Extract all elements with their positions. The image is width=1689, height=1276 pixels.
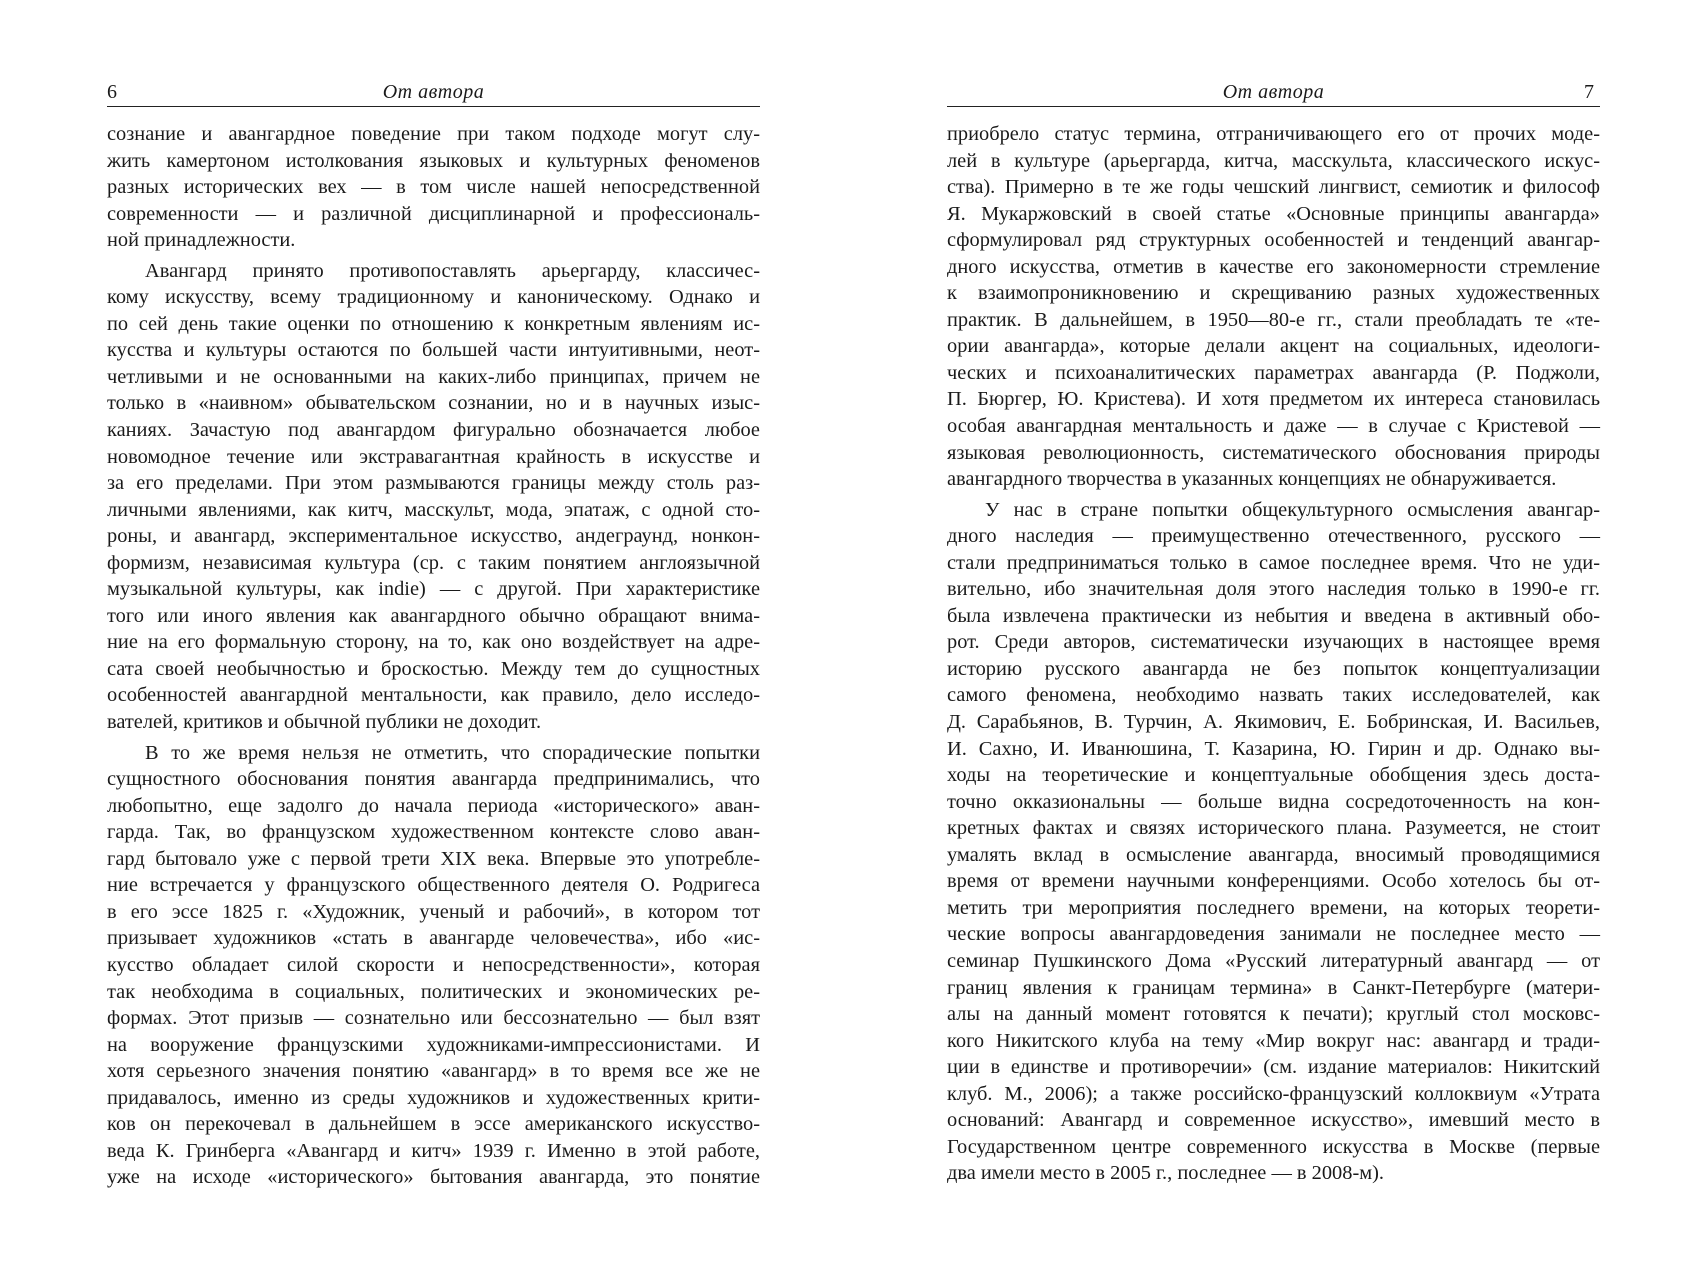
- text-line: ние встречается у французского общественного деятеля О. Родригеса: [107, 874, 760, 897]
- text-line: формизм, независимая культура (ср. с таким понятием англоязычной: [107, 551, 760, 574]
- text-line: метить три мероприятия последнего времени, на которых теорети-: [947, 896, 1600, 919]
- text-line: ства). Примерно в те же годы чешский лингвист, семиотик и философ: [947, 176, 1600, 199]
- text-line: особенностей авангардной ментальности, как правило, дело исследо-: [107, 684, 760, 707]
- text-line: была извлечена практически из небытия и введена в активный обо-: [947, 604, 1600, 627]
- text-line: современности — и различной дисциплинарной и профессиональ-: [107, 202, 760, 225]
- text-line: У нас в стране попытки общекультурного осмысления авангар-: [985, 498, 1600, 521]
- text-line: к взаимопроникновению и скрещиванию разных художественных: [947, 282, 1600, 305]
- text-line: разных исторических вех — в том числе нашей непосредственной: [107, 176, 760, 199]
- text-line: алы на данный момент готовятся к печати); круглый стол московс-: [947, 1003, 1600, 1026]
- text-line: ческих и психоаналитических параметрах авангарда (Р. Поджоли,: [947, 361, 1600, 384]
- text-line: вателей, критиков и обычной публики не доходит.: [107, 711, 542, 734]
- text-line: того или иного явления как авангардного обычно обращают внима-: [107, 604, 760, 627]
- text-line: ной принадлежности.: [107, 229, 296, 252]
- text-line: сформулировал ряд структурных особенностей и тенденций авангар-: [947, 229, 1600, 252]
- paragraph: [107, 258, 760, 736]
- text-line: ческие вопросы авангардоведения занимали не последнее место —: [947, 923, 1600, 946]
- text-line: Государственном центре современного искусства в Москве (первые: [947, 1135, 1600, 1158]
- page-number: 7: [1584, 81, 1594, 103]
- text-line: призывает художников «стать в авангарде человечества», ибо «ис-: [107, 927, 760, 950]
- text-line: кретных фактах и связях исторического плана. Разумеется, не стоит: [947, 817, 1600, 840]
- paragraph: [947, 121, 1600, 493]
- text-line: четливыми и не основанными на каких-либо принципах, причем не: [107, 365, 760, 388]
- text-line: хотя серьезного значения понятию «авангард» в то время все же не: [107, 1060, 760, 1083]
- text-line: И. Сахно, И. Иванюшина, Т. Казарина, Ю. Гирин и др. Однако вы-: [947, 737, 1600, 760]
- text-line: историю русского авангарда не без попыток концептуализации: [947, 657, 1600, 680]
- text-line: жить камертоном истолкования языковых и культурных феноменов: [107, 149, 760, 172]
- text-line: Я. Мукаржовский в своей статье «Основные принципы авангарда»: [947, 202, 1600, 225]
- text-line: кого Никитского клуба на тему «Мир вокруг нас: авангард и тради-: [947, 1029, 1600, 1052]
- text-line: сущностного обоснования понятия авангарда предпринимались, что: [107, 768, 760, 791]
- text-line: ции в единстве и противоречии» (см. издание материалов: Никитский: [947, 1056, 1600, 1079]
- running-head: [947, 78, 1600, 107]
- text-line: ходы на теоретические и концептуальные обобщения здесь доста-: [947, 764, 1600, 787]
- text-line: кусства и культуры остаются по большей части интуитивными, неот-: [107, 339, 760, 362]
- text-line: стали предприниматься только в самое последнее время. Что не уди-: [947, 551, 1600, 574]
- text-line: приобрело статус термина, отграничивающего его от прочих моде-: [947, 123, 1600, 145]
- text-line: авангардного творчества в указанных концепциях не обнаруживается.: [947, 468, 1557, 491]
- text-line: за его пределами. При этом размываются границы между столь раз-: [107, 472, 760, 495]
- text-line: роны, и авангард, экспериментальное искусство, андеграунд, нонкон-: [107, 525, 760, 548]
- paragraph: [107, 740, 760, 1191]
- text-line: языковая революционность, систематического обоснования природы: [947, 441, 1600, 464]
- text-line: кому искусству, всему традиционному и каноническому. Однако и: [107, 286, 760, 309]
- text-line: умалять вклад в осмысление авангарда, вносимый проводящимися: [947, 843, 1600, 866]
- text-line: уже на исходе «исторического» бытования авангарда, это понятие: [107, 1166, 760, 1189]
- left-page: [107, 78, 760, 1191]
- text-line: сознание и авангардное поведение при таком подходе могут слу-: [107, 123, 760, 145]
- text-line: Авангард принято противопоставлять арьергарду, классичес-: [145, 259, 760, 282]
- text-line: оснований: Авангард и современное искусство», имевший место в: [947, 1109, 1600, 1132]
- text-line: особая авангардная ментальность и даже — в случае с Кристевой —: [947, 415, 1600, 438]
- text-line: личными явлениями, как китч, масскульт, мода, эпатаж, с одной сто-: [107, 498, 760, 521]
- text-line: вительно, ибо значительная доля этого наследия только в 1990-е гг.: [947, 578, 1600, 601]
- text-line: ков он перекочевал в дальнейшем в эссе американского искусство-: [107, 1113, 760, 1136]
- text-line: границ явления к границам термина» в Санкт-Петербурге (матери-: [947, 976, 1600, 999]
- text-line: придавалось, именно из среды художников и художественных крити-: [107, 1086, 760, 1109]
- text-line: рот. Среди авторов, систематически изучающих в настоящее время: [947, 631, 1600, 654]
- text-line: точно окказиональны — больше видна сосредоточенность на кон-: [947, 790, 1600, 813]
- paragraph: [107, 121, 760, 254]
- paragraph: [947, 497, 1600, 1187]
- text-line: веда К. Гринберга «Авангард и китч» 1939 г. Именно в этой работе,: [107, 1139, 760, 1162]
- text-line: самого феномена, необходимо назвать таких исследователей, как: [947, 684, 1600, 707]
- text-line: ории авангарда», которые делали акцент на социальных, идеологи-: [947, 335, 1600, 358]
- text-line: только в «наивном» обывательском сознании, но и в научных изыс-: [107, 392, 760, 415]
- text-line: клуб. М., 2006); а также российско-французский коллоквиум «Утрата: [947, 1082, 1600, 1105]
- text-line: музыкальной культуры, как indie) — с другой. При характеристике: [107, 578, 760, 601]
- text-line: семинар Пушкинского Дома «Русский литературный авангард — от: [947, 949, 1600, 972]
- text-line: каниях. Зачастую под авангардом фигурально обозначается любое: [107, 419, 760, 442]
- text-line: по сей день такие оценки по отношению к конкретным явлениям ис-: [107, 312, 760, 335]
- right-page: [947, 78, 1600, 1187]
- page-number: 6: [107, 81, 117, 103]
- text-line: любопытно, еще задолго до начала периода «исторического» аван-: [107, 794, 760, 817]
- page-body: [107, 121, 760, 1191]
- text-line: дного искусства, отметив в качестве его закономерности стремление: [947, 255, 1600, 278]
- text-line: В то же время нельзя не отметить, что спорадические попытки: [145, 741, 760, 764]
- text-line: П. Бюргер, Ю. Кристева). И хотя предметом их интереса становилась: [947, 388, 1600, 411]
- text-line: в его эссе 1825 г. «Художник, ученый и рабочий», в котором тот: [107, 900, 760, 923]
- text-line: гарда. Так, во французском художественном контексте слово аван-: [107, 821, 760, 844]
- text-line: так необходима в социальных, политических и экономических ре-: [107, 980, 760, 1003]
- text-line: лей в культуре (арьергарда, китча, масскульта, классического искус-: [947, 149, 1600, 172]
- running-title: От автора: [382, 81, 485, 103]
- text-line: два имели место в 2005 г., последнее — в 2008-м).: [947, 1162, 1385, 1185]
- text-line: гард бытовало уже с первой трети XIX века. Впервые это употребле-: [107, 847, 760, 870]
- text-line: время от времени научными конференциями. Особо хотелось бы от-: [947, 870, 1600, 893]
- text-line: сата своей необычностью и броскостью. Между тем до сущностных: [107, 657, 760, 680]
- text-line: кусство обладает силой скорости и непосредственности», которая: [107, 953, 760, 976]
- text-line: Д. Сарабьянов, В. Турчин, А. Якимович, Е. Бобринская, И. Васильев,: [947, 711, 1600, 734]
- text-line: формах. Этот призыв — сознательно или бессознательно — был взят: [107, 1007, 760, 1030]
- page-body: [947, 121, 1600, 1187]
- text-line: новомодное течение или экстравагантная крайность в искусстве и: [107, 445, 760, 468]
- text-line: ние на его формальную сторону, на то, как оно воздействует на адре-: [107, 631, 760, 654]
- running-title: От автора: [1222, 81, 1325, 103]
- text-line: практик. В дальнейшем, в 1950—80-е гг., стали преобладать те «те-: [947, 308, 1600, 331]
- text-line: на вооружение французскими художниками-импрессионистами. И: [107, 1033, 760, 1056]
- running-head: [107, 78, 760, 107]
- text-line: дного наследия — преимущественно отечественного, русского —: [947, 525, 1600, 548]
